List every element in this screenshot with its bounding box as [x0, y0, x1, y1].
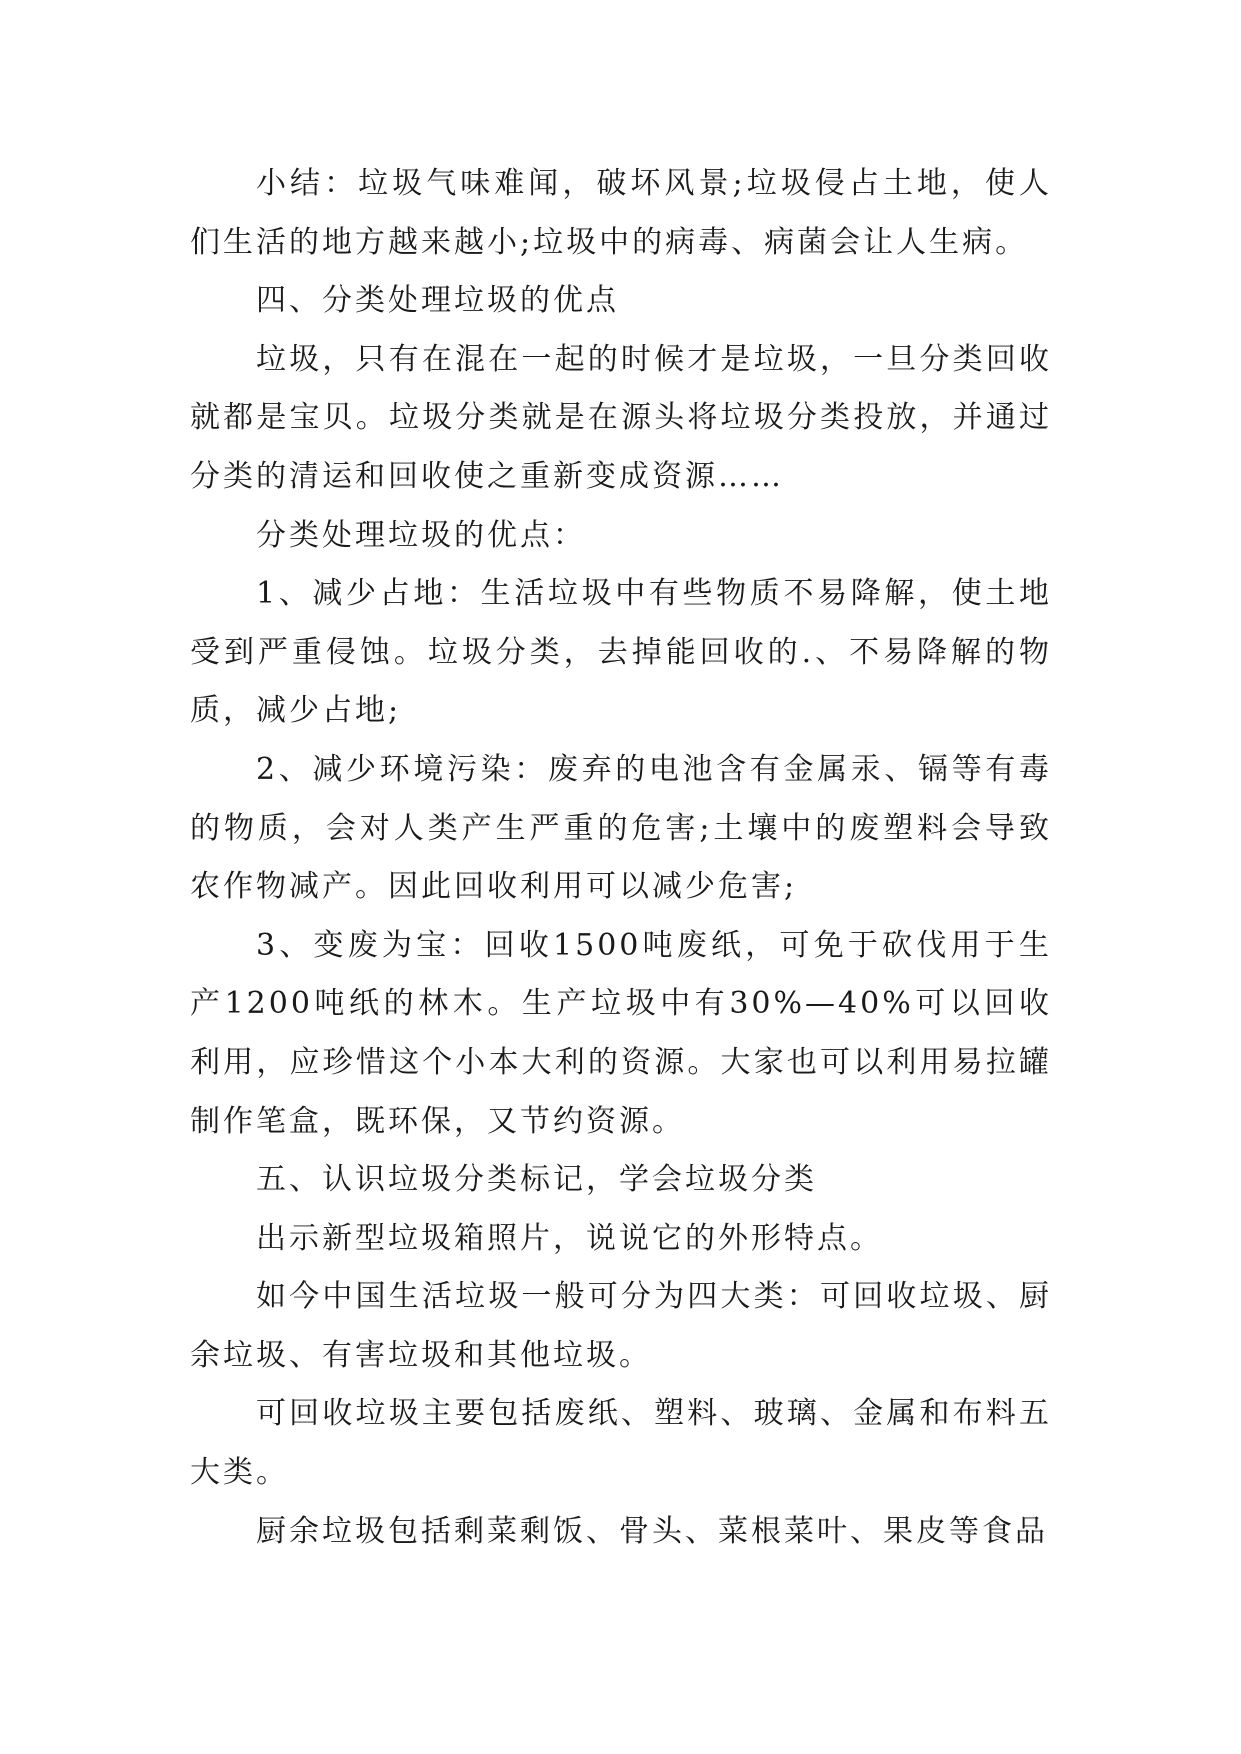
paragraph-summary: 小结：垃圾气味难闻，破坏风景;垃圾侵占土地，使人们生活的地方越来越小;垃圾中的病毒、病菌会让人生病。: [190, 166, 1052, 260]
list-item-recycle-value: 3、变废为宝：回收1500吨废纸，可免于砍伐用于生产1200吨纸的林木。生产垃圾中有30%—40%可以回收利用，应珍惜这个小本大利的资源。大家也可以利用易拉罐制作笔盒，既环保，又节约资源。: [190, 927, 1052, 1139]
list-item-reduce-pollution: 2、减少环境污染：废弃的电池含有金属汞、镉等有毒的物质，会对人类产生严重的危害;土壤中的废塑料会导致农作物减产。因此回收利用可以减少危害;: [190, 751, 1052, 905]
list-item-reduce-land: 1、减少占地：生活垃圾中有些物质不易降解，使土地受到严重侵蚀。垃圾分类，去掉能回收的.、不易降解的物质，减少占地;: [190, 576, 1052, 729]
paragraph-advantages-heading: 分类处理垃圾的优点：: [256, 517, 586, 553]
section-heading-five: 五、认识垃圾分类标记，学会垃圾分类: [256, 1162, 817, 1198]
section-heading-four: 四、分类处理垃圾的优点: [256, 283, 619, 319]
paragraph-intro: 垃圾，只有在混在一起的时候才是垃圾，一旦分类回收就都是宝贝。垃圾分类就是在源头将垃圾分类投放，并通过分类的清运和回收使之重新变成资源……: [190, 341, 1052, 494]
paragraph-four-categories: 如今中国生活垃圾一般可分为四大类：可回收垃圾、厨余垃圾、有害垃圾和其他垃圾。: [190, 1279, 1052, 1373]
document-body: [190, 155, 1052, 1561]
paragraph-kitchen-waste: 厨余垃圾包括剩菜剩饭、骨头、菜根菜叶、果皮等食品: [256, 1513, 1048, 1549]
paragraph-show-photo: 出示新型垃圾箱照片，说说它的外形特点。: [256, 1220, 883, 1256]
paragraph-recyclable: 可回收垃圾主要包括废纸、塑料、玻璃、金属和布料五大类。: [190, 1396, 1052, 1491]
